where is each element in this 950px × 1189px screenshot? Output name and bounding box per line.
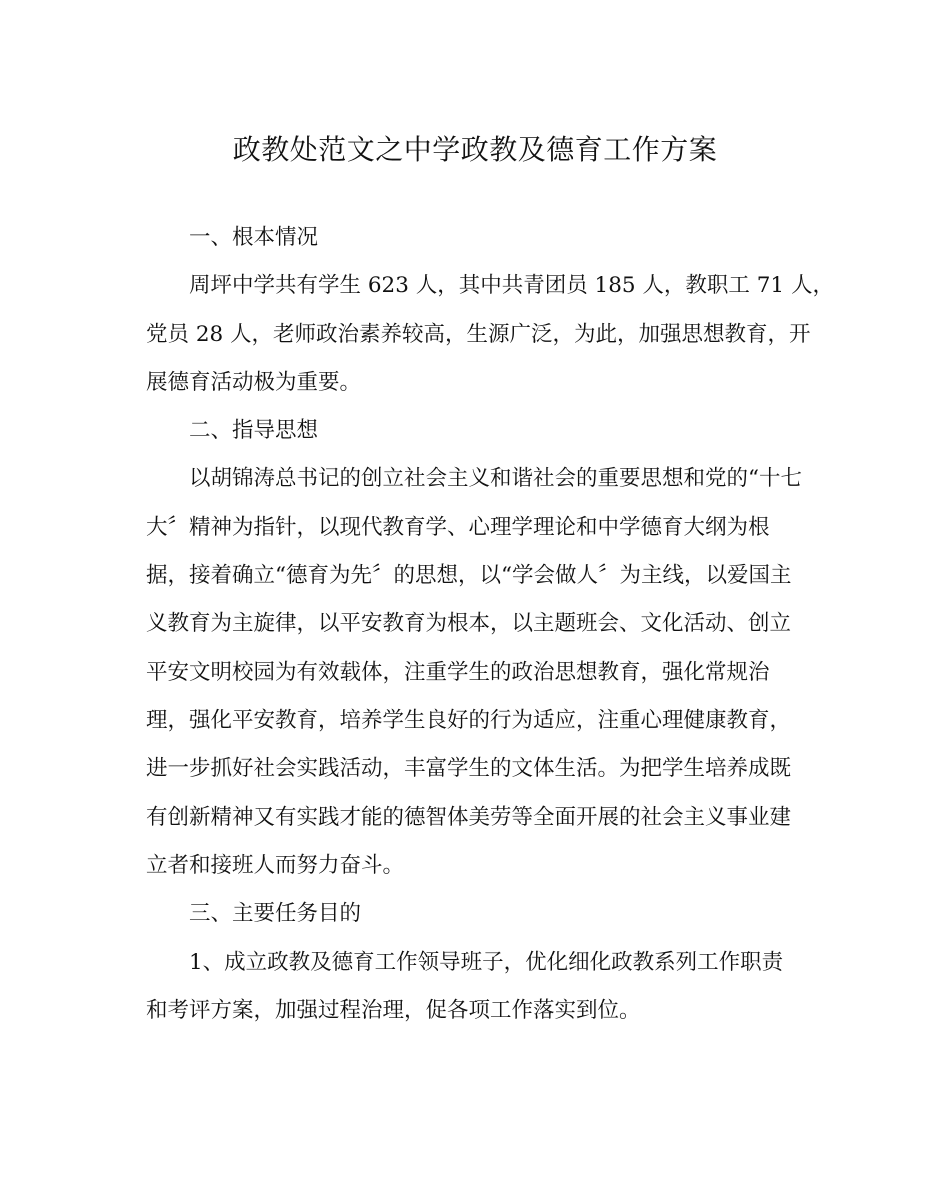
paragraph-line: 据，接着确立“德育为先〞的思想，以“学会做人〞为主线，以爱国主 [146, 563, 792, 588]
section-heading-3: 三、主要任务目的 [189, 901, 362, 926]
paragraph-line: 党员 28 人，老师政治素养较高，生源广泛，为此，加强思想教育，开 [146, 322, 811, 347]
paragraph-line: 1、成立政教及德育工作领导班子，优化细化政教系列工作职责 [189, 950, 784, 975]
section-heading-1: 一、根本情况 [189, 225, 319, 250]
paragraph-line: 周坪中学共有学生 623 人，其中共青团员 185 人，教职工 71 人， [189, 273, 834, 298]
paragraph-line: 和考评方案，加强过程治理，促各项工作落实到位。 [146, 998, 641, 1023]
paragraph-line: 大〞精神为指针，以现代教育学、心理学理论和中学德育大纲为根 [146, 515, 770, 540]
paragraph-line: 立者和接班人而努力奋斗。 [146, 853, 405, 878]
paragraph-line: 平安文明校园为有效载体，注重学生的政治思想教育，强化常规治 [146, 660, 770, 685]
paragraph-line: 有创新精神又有实践才能的德智体美劳等全面开展的社会主义事业建 [146, 805, 792, 830]
paragraph-line: 义教育为主旋律，以平安教育为根本，以主题班会、文化活动、创立 [146, 611, 792, 636]
document-title: 政教处范文之中学政教及德育工作方案 [232, 133, 718, 166]
paragraph-line: 以胡锦涛总书记的创立社会主义和谐社会的重要思想和党的“十七 [189, 466, 802, 491]
paragraph-line: 进一步抓好社会实践活动，丰富学生的文体生活。为把学生培养成既 [146, 756, 792, 781]
section-heading-2: 二、指导思想 [189, 418, 319, 443]
paragraph-line: 理，强化平安教育，培养学生良好的行为适应，注重心理健康教育， [146, 708, 792, 733]
paragraph-line: 展德育活动极为重要。 [146, 370, 362, 395]
